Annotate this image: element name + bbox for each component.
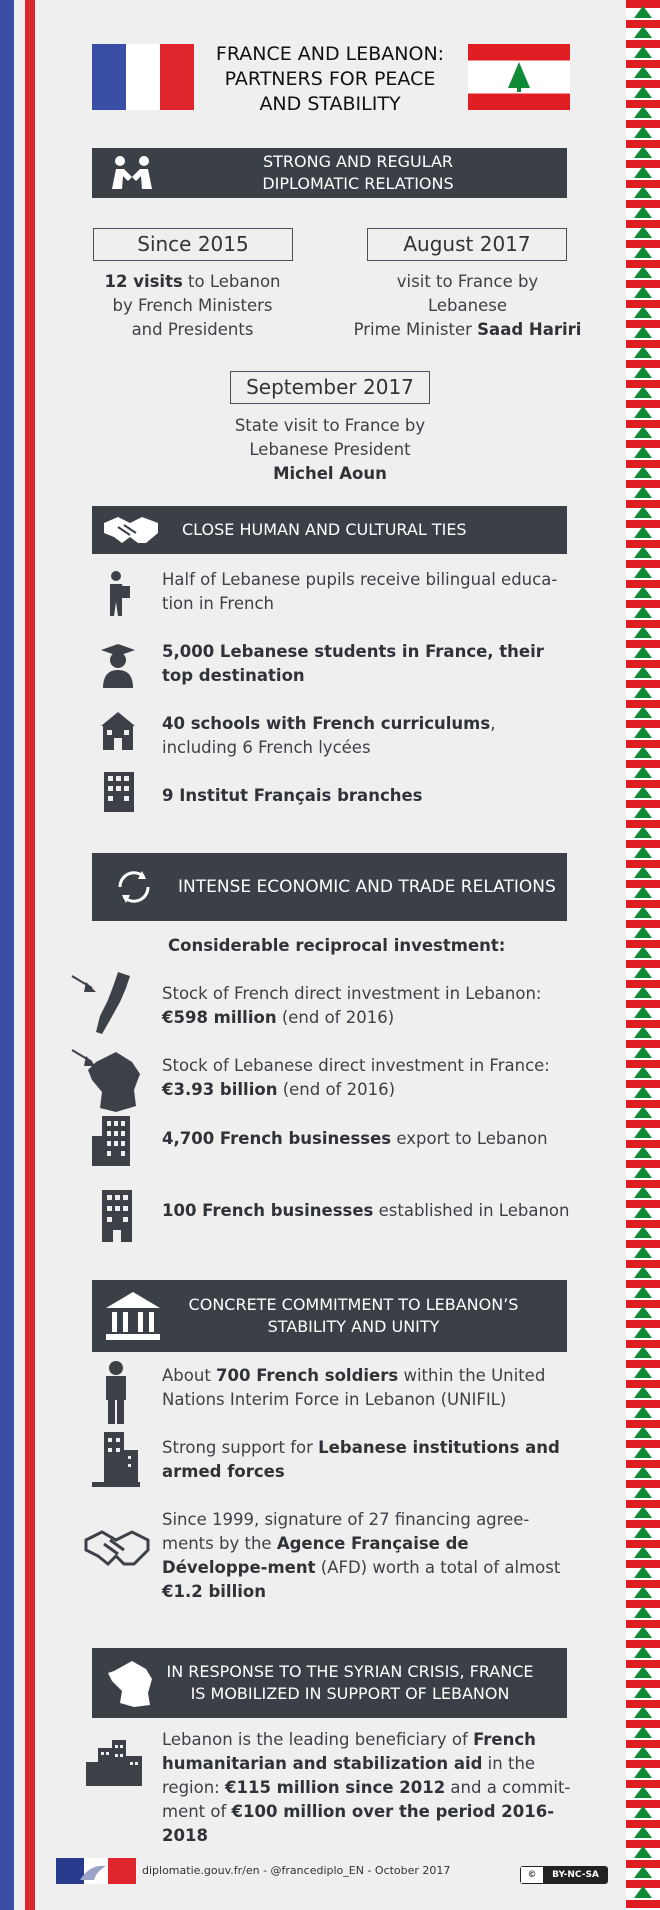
cedar-pattern-icon xyxy=(634,506,652,518)
cedar-pattern-icon xyxy=(634,1246,652,1258)
cedar-pattern-icon xyxy=(634,1806,652,1818)
cedar-pattern-icon xyxy=(634,1306,652,1318)
section-diplomatic-header: STRONG AND REGULAR DIPLOMATIC RELATIONS xyxy=(92,148,567,198)
soldier-icon xyxy=(100,1360,134,1424)
agreement-handshake-icon xyxy=(84,1526,150,1570)
cedar-pattern-icon xyxy=(634,346,652,358)
subheading: Considerable reciprocal investment: xyxy=(168,936,506,955)
list-item: Since 1999, signature of 27 financing agree-ments by the Agence Française de Développe-ment (AFD) worth a total of almost €1.2 billion xyxy=(162,1510,561,1601)
cedar-pattern-icon xyxy=(634,1686,652,1698)
list-item: 9 Institut Français branches xyxy=(162,786,423,805)
building-icon xyxy=(102,772,136,816)
cedar-pattern-icon xyxy=(634,1726,652,1738)
cedar-pattern-icon xyxy=(634,606,652,618)
cedar-pattern-icon xyxy=(634,1446,652,1458)
institution-icon xyxy=(90,1432,142,1488)
cedar-pattern-icon xyxy=(634,1126,652,1138)
cedar-pattern-icon xyxy=(634,6,652,18)
page-title: FRANCE AND LEBANON: PARTNERS FOR PEACE AND STABILITY xyxy=(215,43,445,115)
cedar-pattern-icon xyxy=(634,746,652,758)
list-item: 100 French businesses established in Lebanon xyxy=(162,1201,570,1220)
cedar-pattern-icon xyxy=(634,246,652,258)
school-icon xyxy=(98,712,138,756)
cedar-pattern-icon xyxy=(634,1466,652,1478)
cedar-pattern-icon xyxy=(634,286,652,298)
cedar-pattern-icon xyxy=(634,946,652,958)
cedar-pattern-icon xyxy=(634,466,652,478)
cedar-pattern-icon xyxy=(634,626,652,638)
cedar-pattern-icon xyxy=(634,406,652,418)
list-item: Half of Lebanese pupils receive bilingual educa-tion in French xyxy=(162,570,558,613)
cedar-pattern-icon xyxy=(634,1746,652,1758)
section-syria-header: IN RESPONSE TO THE SYRIAN CRISIS, FRANCE IS MOBILIZED IN SUPPORT OF LEBANON xyxy=(92,1648,567,1718)
lebanese-flag xyxy=(468,44,570,110)
cedar-pattern-icon xyxy=(634,1006,652,1018)
government-building-icon xyxy=(104,1290,162,1342)
cedar-pattern-icon xyxy=(634,166,652,178)
cedar-pattern-icon xyxy=(634,486,652,498)
cedar-icon xyxy=(508,62,530,88)
cedar-pattern-icon xyxy=(634,1826,652,1838)
cedar-pattern-icon xyxy=(634,1626,652,1638)
list-item: Stock of Lebanese direct investment in France: €3.93 billion (end of 2016) xyxy=(162,1056,550,1099)
list-item: 5,000 Lebanese students in France, their top destination xyxy=(162,642,544,685)
cedar-pattern-icon xyxy=(634,366,652,378)
cedar-pattern-icon xyxy=(634,46,652,58)
cedar-pattern-icon xyxy=(634,1026,652,1038)
cc-icon: © xyxy=(521,1867,544,1883)
list-item: 4,700 French businesses export to Lebanon xyxy=(162,1129,548,1148)
cedar-pattern-icon xyxy=(634,1866,652,1878)
cedar-pattern-icon xyxy=(634,1406,652,1418)
list-item: Stock of French direct investment in Lebanon: €598 million (end of 2016) xyxy=(162,984,542,1027)
pupil-icon xyxy=(98,570,138,622)
cedar-pattern-icon xyxy=(634,1286,652,1298)
cedar-pattern-icon xyxy=(634,646,652,658)
cedar-pattern-icon xyxy=(634,1586,652,1598)
cedar-pattern-icon xyxy=(634,26,652,38)
cedar-pattern-icon xyxy=(634,886,652,898)
cedar-pattern-icon xyxy=(634,186,652,198)
cedar-pattern-icon xyxy=(634,86,652,98)
date-box: August 2017 xyxy=(367,228,567,261)
cedar-pattern-icon xyxy=(634,666,652,678)
people-meeting-icon xyxy=(102,153,162,193)
cedar-pattern-icon xyxy=(634,1366,652,1378)
cedar-pattern-icon xyxy=(634,566,652,578)
cedar-pattern-icon xyxy=(634,226,652,238)
license-badge: © BY-NC-SA xyxy=(520,1866,608,1884)
cedar-pattern-icon xyxy=(634,766,652,778)
cedar-pattern-icon xyxy=(634,306,652,318)
cedar-pattern-icon xyxy=(634,126,652,138)
date-box: Since 2015 xyxy=(93,228,293,261)
cedar-pattern-icon xyxy=(634,1206,652,1218)
cedar-pattern-icon xyxy=(634,1546,652,1558)
handshake-icon xyxy=(102,513,160,547)
cedar-pattern-icon xyxy=(634,1266,652,1278)
cedar-pattern-icon xyxy=(634,1346,652,1358)
france-outline-icon xyxy=(104,1657,156,1709)
list-item: Lebanon is the leading beneficiary of French humanitarian and stabilization aid in the region: €115 million since 2012 and a commit-ment of €100 million over the period 2016-2018 xyxy=(162,1730,571,1845)
cedar-pattern-icon xyxy=(634,786,652,798)
cedar-pattern-icon xyxy=(634,146,652,158)
cedar-pattern-icon xyxy=(634,1386,652,1398)
cedar-pattern-icon xyxy=(634,1226,652,1238)
french-flag xyxy=(92,44,194,110)
cedar-pattern-icon xyxy=(634,1786,652,1798)
french-blue-stripe xyxy=(0,0,14,1910)
cedar-pattern-icon xyxy=(634,1326,652,1338)
cedar-pattern-icon xyxy=(634,726,652,738)
footer-source: diplomatie.gouv.fr/en - @francediplo_EN - October 2017 xyxy=(142,1864,451,1877)
list-item: About 700 French soldiers within the United Nations Interim Force in Lebanon (UNIFIL) xyxy=(162,1366,546,1409)
cedar-pattern-icon xyxy=(634,686,652,698)
date-box: September 2017 xyxy=(230,371,430,404)
cedar-pattern-icon xyxy=(634,1886,652,1898)
cedar-pattern-icon xyxy=(634,1526,652,1538)
cedar-pattern-icon xyxy=(634,1046,652,1058)
cedar-pattern-icon xyxy=(634,966,652,978)
section-cultural-header: CLOSE HUMAN AND CULTURAL TIES xyxy=(92,506,567,554)
cedar-pattern-icon xyxy=(634,806,652,818)
cedar-pattern-icon xyxy=(634,1606,652,1618)
city-icon xyxy=(86,1740,144,1786)
section-economic-header: INTENSE ECONOMIC AND TRADE RELATIONS xyxy=(92,853,567,921)
section-stability-header: CONCRETE COMMITMENT TO LEBANON’S STABILITY AND UNITY xyxy=(92,1280,567,1352)
cedar-pattern-icon xyxy=(634,446,652,458)
list-item: Strong support for Lebanese institutions and armed forces xyxy=(162,1438,560,1481)
cedar-pattern-icon xyxy=(634,1426,652,1438)
event-text: 12 visits to Lebanon by French Ministers and Presidents xyxy=(104,272,281,339)
event-text: visit to France by Lebanese Prime Minister Saad Hariri xyxy=(353,272,582,339)
french-red-stripe xyxy=(25,0,35,1910)
cedar-pattern-icon xyxy=(634,1106,652,1118)
cedar-pattern-icon xyxy=(634,1066,652,1078)
cedar-pattern-icon xyxy=(634,1486,652,1498)
cedar-pattern-icon xyxy=(634,846,652,858)
cedar-pattern-icon xyxy=(634,1566,652,1578)
cedar-pattern-icon xyxy=(634,1186,652,1198)
cedar-pattern-icon xyxy=(634,906,652,918)
cedar-pattern-icon xyxy=(634,546,652,558)
cedar-pattern-icon xyxy=(634,1086,652,1098)
event-text: State visit to France by Lebanese President Michel Aoun xyxy=(234,416,426,483)
refresh-cycle-icon xyxy=(112,865,156,909)
cedar-pattern-icon xyxy=(634,706,652,718)
cedar-pattern-icon xyxy=(634,986,652,998)
cedar-pattern-icon xyxy=(634,526,652,538)
cedar-pattern-icon xyxy=(634,1766,652,1778)
office-building-icon xyxy=(92,1116,140,1166)
cedar-pattern-icon xyxy=(634,106,652,118)
cedar-pattern-icon xyxy=(634,1506,652,1518)
list-item: 40 schools with French curriculums, including 6 French lycées xyxy=(162,714,496,757)
graduate-icon xyxy=(98,642,138,692)
french-republic-logo xyxy=(56,1858,136,1884)
cedar-pattern-icon xyxy=(634,866,652,878)
cedar-pattern-icon xyxy=(634,1646,652,1658)
cedar-pattern-icon xyxy=(634,326,652,338)
cedar-pattern-icon xyxy=(634,1706,652,1718)
france-map-icon xyxy=(70,1046,150,1116)
cedar-pattern-icon xyxy=(634,386,652,398)
cedar-pattern-icon xyxy=(634,926,652,938)
cedar-pattern-icon xyxy=(634,1166,652,1178)
lebanon-map-icon xyxy=(70,972,150,1042)
cedar-pattern-icon xyxy=(634,426,652,438)
lebanese-border-pattern xyxy=(626,0,660,1910)
cedar-pattern-icon xyxy=(634,826,652,838)
cedar-pattern-icon xyxy=(634,586,652,598)
cedar-pattern-icon xyxy=(634,1666,652,1678)
cedar-pattern-icon xyxy=(634,66,652,78)
cedar-pattern-icon xyxy=(634,1846,652,1858)
tower-building-icon xyxy=(100,1190,136,1242)
cedar-pattern-icon xyxy=(634,266,652,278)
cedar-pattern-icon xyxy=(634,1146,652,1158)
cedar-pattern-icon xyxy=(634,206,652,218)
